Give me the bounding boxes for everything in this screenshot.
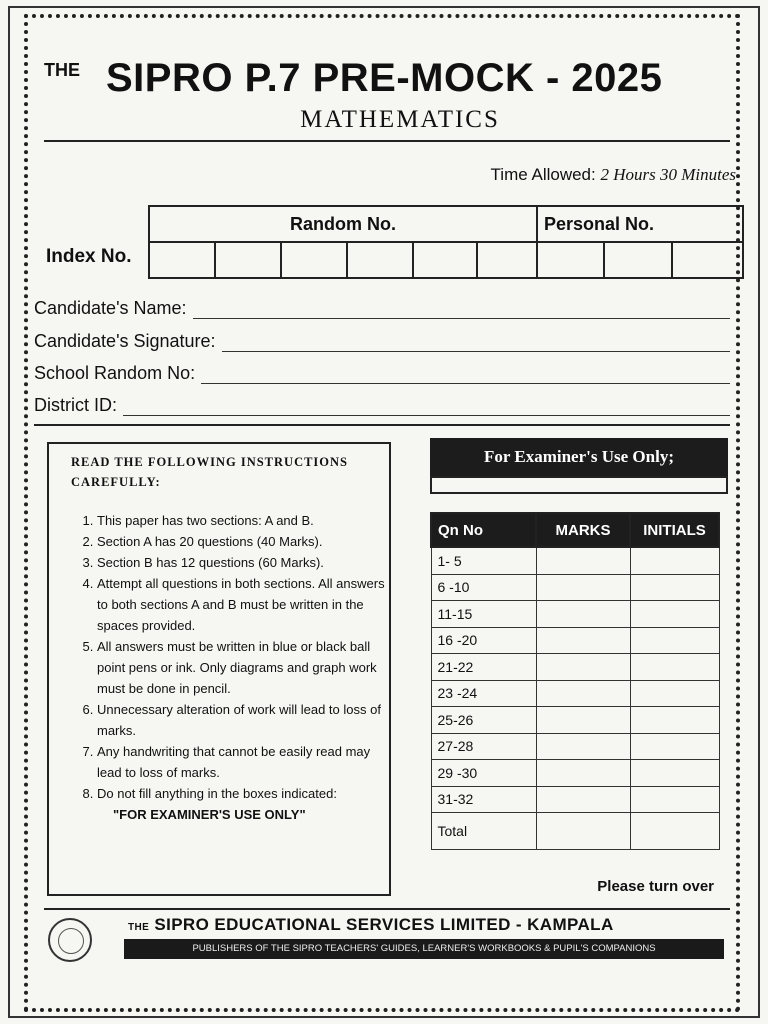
marks-cell[interactable] [536,654,630,681]
instruction-text: Do not fill anything in the boxes indicated: [97,786,337,801]
marks-table [430,512,720,850]
qn-range: 25-26 [431,707,536,734]
instruction-item [97,783,389,825]
total-initials-cell[interactable] [630,813,719,850]
publisher-prefix: THE [128,922,150,933]
marks-cell[interactable] [536,680,630,707]
qn-range: 6 -10 [431,574,536,601]
initials-cell[interactable] [630,627,719,654]
marks-cell[interactable] [536,733,630,760]
qn-range: 27-28 [431,733,536,760]
time-label: Time Allowed: [490,165,596,184]
footer-rule [44,908,730,910]
random-no-header: Random No. [149,206,537,242]
initials-cell[interactable] [630,601,719,628]
instructions-list [63,510,389,825]
index-digit-box[interactable] [477,242,537,278]
instruction-item: 7. Any handwriting that cannot be easily read may lead to loss of marks. [97,741,389,783]
instruction-item: 2. Section A has 20 questions (40 Marks). [97,531,389,552]
time-allowed [491,165,736,185]
candidate-signature-label: Candidate's Signature: [34,331,216,351]
table-row [431,733,719,760]
candidate-name-field[interactable] [34,298,730,319]
qn-range: 16 -20 [431,627,536,654]
publisher-tagline: PUBLISHERS OF THE SIPRO TEACHERS' GUIDES, LEARNER'S WORKBOOKS & PUPIL'S COMPANIONS [124,939,724,959]
candidate-signature-field[interactable] [34,331,730,352]
col-marks: MARKS [536,513,630,547]
exam-title: SIPRO P.7 PRE-MOCK - 2025 [106,56,663,100]
turn-over-note: Please turn over [597,878,714,895]
instructions-heading: READ THE FOLLOWING INSTRUCTIONS CAREFULLY: [71,455,349,489]
table-row [431,786,719,813]
instruction-item: 1. This paper has two sections: A and B. [97,510,389,531]
index-digit-box[interactable] [413,242,477,278]
publisher-name [128,915,614,935]
instruction-item: 6. Unnecessary alteration of work will lead to loss of marks. [97,699,389,741]
school-random-label: School Random No: [34,363,196,383]
table-row [431,654,719,681]
initials-cell[interactable] [630,733,719,760]
total-label: Total [431,813,536,850]
table-row [431,574,719,601]
table-row [431,760,719,787]
qn-range: 1- 5 [431,547,536,574]
district-id-label: District ID: [34,395,117,415]
initials-cell[interactable] [630,760,719,787]
subject-title: MATHEMATICS [300,106,500,133]
initials-cell[interactable] [630,707,719,734]
index-digit-box[interactable] [604,242,671,278]
table-row [431,680,719,707]
marks-cell[interactable] [536,547,630,574]
title-prefix: THE [44,60,80,80]
qn-range: 31-32 [431,786,536,813]
marks-cell[interactable] [536,574,630,601]
examiner-notice: "FOR EXAMINER'S USE ONLY" [113,807,306,822]
title-rule [44,140,730,142]
publisher-text: SIPRO EDUCATIONAL SERVICES LIMITED - KAMPALA [154,915,614,934]
candidate-name-label: Candidate's Name: [34,298,187,318]
initials-cell[interactable] [630,654,719,681]
marks-cell[interactable] [536,601,630,628]
total-marks-cell[interactable] [536,813,630,850]
instruction-item: 3. Section B has 12 questions (60 Marks). [97,552,389,573]
qn-range: 11-15 [431,601,536,628]
qn-range: 23 -24 [431,680,536,707]
instruction-item: 5. All answers must be written in blue or black ball point pens or ink. Only diagrams and graph work must be done in pencil. [97,636,389,699]
table-row [431,601,719,628]
examiner-subbox [430,476,728,494]
table-row [431,707,719,734]
index-digit-box[interactable] [149,242,215,278]
total-row [431,813,719,850]
index-digit-box[interactable] [347,242,413,278]
index-digit-box[interactable] [537,242,604,278]
col-initials: INITIALS [630,513,719,547]
qn-range: 29 -30 [431,760,536,787]
initials-cell[interactable] [630,786,719,813]
index-digit-box[interactable] [672,242,743,278]
time-value: 2 Hours 30 Minutes [600,165,736,184]
qn-range: 21-22 [431,654,536,681]
table-row [431,627,719,654]
instructions-box [47,442,391,896]
fields-rule [34,424,730,426]
col-qn-no: Qn No [431,513,536,547]
personal-no-header: Personal No. [537,206,743,242]
index-label: Index No. [46,246,132,267]
marks-cell[interactable] [536,786,630,813]
marks-cell[interactable] [536,627,630,654]
index-digit-box[interactable] [215,242,281,278]
initials-cell[interactable] [630,547,719,574]
initials-cell[interactable] [630,680,719,707]
examiner-heading: For Examiner's Use Only; [430,438,728,476]
school-random-field[interactable] [34,363,730,384]
index-digit-box[interactable] [281,242,347,278]
marks-cell[interactable] [536,760,630,787]
marks-cell[interactable] [536,707,630,734]
index-number-grid [148,205,744,279]
district-id-field[interactable] [34,395,730,416]
publisher-logo-icon [48,918,92,962]
instruction-item: 4. Attempt all questions in both sections. All answers to both sections A and B must be written in the spaces provided. [97,573,389,636]
initials-cell[interactable] [630,574,719,601]
table-row [431,547,719,574]
